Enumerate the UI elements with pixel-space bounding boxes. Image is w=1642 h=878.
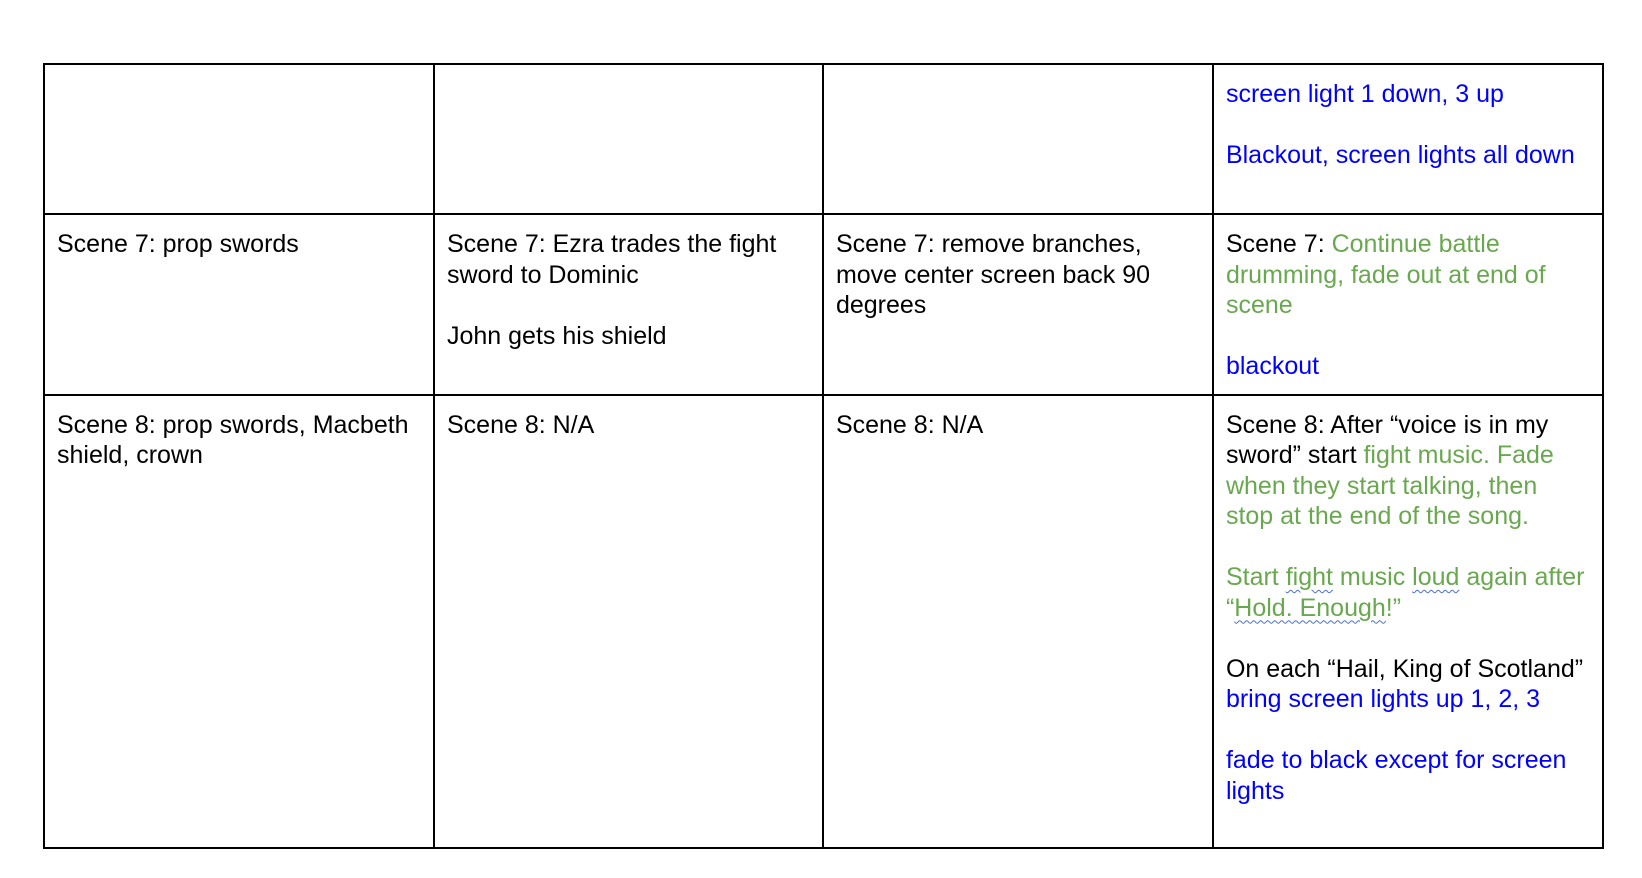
cell-paragraph	[836, 410, 1200, 441]
spellcheck-flagged-text: loud	[1412, 563, 1460, 591]
cue-sheet-table	[43, 63, 1604, 849]
cues-cell[interactable]	[1213, 395, 1603, 848]
cell-paragraph	[57, 229, 421, 260]
text-run: again after “	[1225, 563, 1585, 622]
text-run: Scene 7: prop swords	[57, 230, 299, 258]
text-run: screen light 1 down, 3 up	[1225, 80, 1504, 108]
text-run: Scene 8: N/A	[835, 410, 984, 439]
text-run: Scene 8: N/A	[447, 410, 595, 439]
cell-paragraph	[1226, 229, 1590, 321]
text-run: !”	[1385, 593, 1402, 622]
set-cell[interactable]	[823, 214, 1213, 395]
spellcheck-flagged-text: Hold. Enough	[1234, 593, 1386, 622]
text-run: bring screen lights up 1, 2, 3	[1225, 685, 1541, 713]
text-run: Scene 8: After “voice is in my sword” start	[1225, 410, 1549, 469]
cell-paragraph	[447, 410, 810, 441]
spellcheck-flagged-text: fight	[1285, 563, 1333, 591]
cell-paragraph	[1226, 79, 1590, 110]
text-run: fade to black except for screen lights	[1225, 746, 1567, 805]
cues-cell[interactable]	[1213, 214, 1603, 395]
cell-paragraph	[1226, 562, 1590, 623]
table-row	[44, 214, 1603, 395]
props-cell[interactable]	[44, 214, 434, 395]
text-run: Continue battle drumming, fade out at end of scene	[1225, 230, 1546, 319]
text-run: On each “Hail, King of Scotland”	[1225, 654, 1584, 683]
props-cell[interactable]	[44, 64, 434, 214]
cell-paragraph	[1226, 654, 1590, 715]
set-cell[interactable]	[823, 395, 1213, 848]
cell-paragraph	[447, 229, 810, 290]
cues-cell[interactable]	[1213, 64, 1603, 214]
table-row	[44, 64, 1603, 214]
text-run: blackout	[1225, 352, 1320, 380]
text-run: Start	[1225, 563, 1286, 591]
actors-cell[interactable]	[434, 395, 823, 848]
text-run: Scene 8: prop swords, Macbeth shield, crown	[57, 410, 409, 469]
text-run: Scene 7: Ezra trades the fight sword to Dominic	[447, 230, 777, 289]
text-run: fight music. Fade when they start talking, then stop at the end of the song.	[1225, 441, 1554, 530]
text-run: Blackout, screen lights all down	[1225, 141, 1575, 169]
text-run: Scene 7:	[1225, 230, 1332, 258]
cell-paragraph	[836, 229, 1200, 321]
cell-paragraph	[447, 321, 810, 352]
cell-paragraph	[1226, 410, 1590, 532]
cell-paragraph	[57, 410, 421, 471]
actors-cell[interactable]	[434, 64, 823, 214]
cell-paragraph	[1226, 745, 1590, 806]
text-run: music	[1332, 563, 1413, 591]
props-cell[interactable]	[44, 395, 434, 848]
text-run: John gets his shield	[447, 321, 667, 350]
actors-cell[interactable]	[434, 214, 823, 395]
cell-paragraph	[1226, 140, 1590, 171]
table-row	[44, 395, 1603, 848]
text-run: Scene 7: remove branches, move center screen back 90 degrees	[835, 230, 1151, 319]
set-cell[interactable]	[823, 64, 1213, 214]
cell-paragraph	[1226, 351, 1590, 382]
